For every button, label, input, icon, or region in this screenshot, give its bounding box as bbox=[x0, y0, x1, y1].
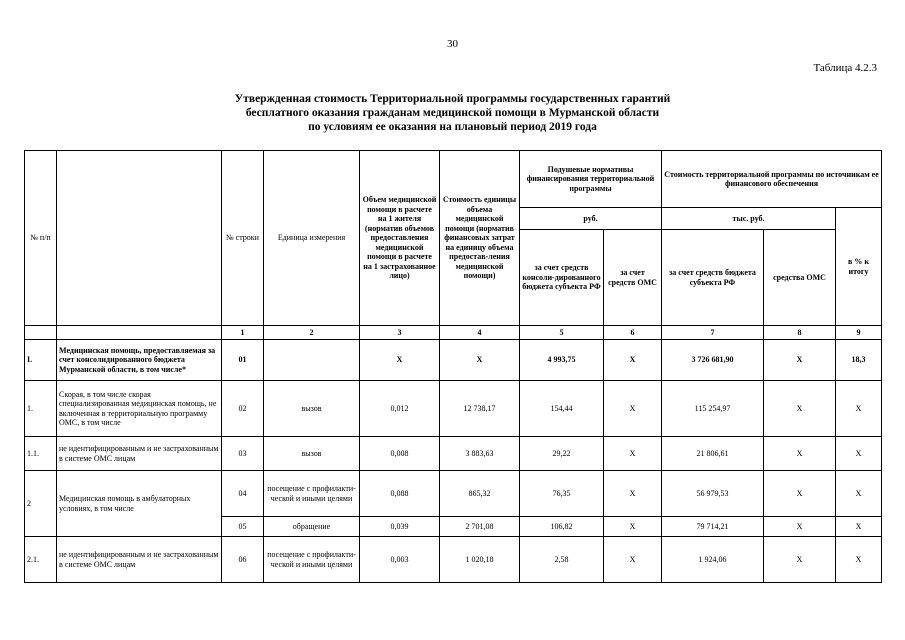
row-code: 05 bbox=[222, 517, 264, 537]
row-budget-total: 1 924,06 bbox=[662, 537, 764, 583]
row-name: не идентифицированным и не застрахованным в системе ОМС лицам bbox=[57, 437, 222, 471]
row-name: Медицинская помощь в амбулаторных условиях, в том числе bbox=[57, 471, 222, 537]
table-row bbox=[25, 437, 882, 471]
column-number: 5 bbox=[520, 326, 604, 340]
row-budget-total: 56 979,53 bbox=[662, 471, 764, 517]
row-oms: Х bbox=[604, 437, 662, 471]
column-number: 4 bbox=[440, 326, 520, 340]
row-pct: Х bbox=[836, 381, 882, 437]
header-per-capita: Подушевые нормативы финансирования территориальной программы bbox=[520, 151, 662, 208]
row-pct: 18,3 bbox=[836, 340, 882, 381]
row-budget-total: 21 806,61 bbox=[662, 437, 764, 471]
table-row bbox=[25, 537, 882, 583]
row-oms: Х bbox=[604, 471, 662, 517]
row-code: 01 bbox=[222, 340, 264, 381]
header-thous-rub: тыс. руб. bbox=[662, 208, 836, 230]
row-budget: 154,44 bbox=[520, 381, 604, 437]
cost-table bbox=[24, 150, 882, 583]
column-number bbox=[25, 326, 57, 340]
row-budget: 106,82 bbox=[520, 517, 604, 537]
title-line-1: Утвержденная стоимость Территориальной программы государственных гарантий bbox=[234, 93, 671, 105]
row-cost: 2 701,08 bbox=[440, 517, 520, 537]
column-number: 2 bbox=[264, 326, 360, 340]
column-number: 8 bbox=[764, 326, 836, 340]
row-volume: 0,088 bbox=[360, 471, 440, 517]
column-number: 7 bbox=[662, 326, 764, 340]
header-pct: в % к итогу bbox=[836, 208, 882, 326]
row-oms: Х bbox=[604, 340, 662, 381]
header-row-no: № строки bbox=[222, 151, 264, 326]
row-name: Медицинская помощь, предоставляемая за счет консолидированного бюджета Мурманской области, в том числе* bbox=[57, 340, 222, 381]
row-volume: 0,039 bbox=[360, 517, 440, 537]
row-name: не идентифицированным и не застрахованным в системе ОМС лицам bbox=[57, 537, 222, 583]
row-oms-total: Х bbox=[764, 517, 836, 537]
row-unit: посещение с профилакти-ческой и иными целями bbox=[264, 471, 360, 517]
row-name: Скорая, в том числе скорая специализированная медицинская помощь, не включенная в территориальную программу ОМС, в том числе bbox=[57, 381, 222, 437]
row-num: 1. bbox=[25, 381, 57, 437]
row-code: 04 bbox=[222, 471, 264, 517]
header-oms: за счет средств ОМС bbox=[604, 230, 662, 326]
header-budget: за счет средств консоли-дированного бюджета субъекта РФ bbox=[520, 230, 604, 326]
row-oms-total: Х bbox=[764, 381, 836, 437]
row-volume: 0,003 bbox=[360, 537, 440, 583]
row-unit: вызов bbox=[264, 437, 360, 471]
title-line-2: бесплатного оказания гражданам медицинской помощи в Мурманской области bbox=[245, 107, 660, 119]
row-oms: Х bbox=[604, 517, 662, 537]
header-unit-cost: Стоимость единицы объема медицинской помощи (норматив финансовых затрат на единицу объема предостав-ления медицинской помощи) bbox=[440, 151, 520, 326]
row-volume: 0,008 bbox=[360, 437, 440, 471]
row-code: 02 bbox=[222, 381, 264, 437]
row-oms-total: Х bbox=[764, 437, 836, 471]
column-number: 6 bbox=[604, 326, 662, 340]
row-cost: 3 883,63 bbox=[440, 437, 520, 471]
table-label: Таблица 4.2.3 bbox=[813, 62, 877, 74]
row-unit: обращение bbox=[264, 517, 360, 537]
header-total-cost: Стоимость территориальной программы по источникам ее финансового обеспечения bbox=[662, 151, 882, 208]
row-budget: 2,58 bbox=[520, 537, 604, 583]
row-code: 03 bbox=[222, 437, 264, 471]
column-number-row bbox=[25, 326, 882, 340]
row-cost: Х bbox=[440, 340, 520, 381]
row-num: 1.1. bbox=[25, 437, 57, 471]
row-unit: вызов bbox=[264, 381, 360, 437]
row-oms: Х bbox=[604, 537, 662, 583]
row-unit: посещение с профилакти-ческой и иными целями bbox=[264, 537, 360, 583]
page-number: 30 bbox=[447, 38, 458, 50]
header-budget-rf: за счет средств бюджета субъекта РФ bbox=[662, 230, 764, 326]
row-volume: Х bbox=[360, 340, 440, 381]
table-row bbox=[25, 381, 882, 437]
table-row bbox=[25, 340, 882, 381]
header-rub: руб. bbox=[520, 208, 662, 230]
row-oms-total: Х bbox=[764, 537, 836, 583]
header-num: № п/п bbox=[25, 151, 57, 326]
row-cost: 865,32 bbox=[440, 471, 520, 517]
row-pct: Х bbox=[836, 517, 882, 537]
row-pct: Х bbox=[836, 537, 882, 583]
row-unit bbox=[264, 340, 360, 381]
row-budget-total: 3 726 681,90 bbox=[662, 340, 764, 381]
row-budget: 4 993,75 bbox=[520, 340, 604, 381]
column-number: 9 bbox=[836, 326, 882, 340]
row-oms: Х bbox=[604, 381, 662, 437]
document-title bbox=[0, 92, 905, 134]
row-num: 2 bbox=[25, 471, 57, 537]
row-code: 06 bbox=[222, 537, 264, 583]
row-pct: Х bbox=[836, 437, 882, 471]
header-volume: Объем медицинской помощи в расчете на 1 жителя (норматив объемов предоставления медицинской помощи в расчете на 1 застрахованное лицо) bbox=[360, 151, 440, 326]
table-row bbox=[25, 471, 882, 517]
column-number bbox=[57, 326, 222, 340]
row-oms-total: Х bbox=[764, 471, 836, 517]
row-budget-total: 115 254,97 bbox=[662, 381, 764, 437]
header-unit: Единица измерения bbox=[264, 151, 360, 326]
header-empty bbox=[57, 151, 222, 326]
row-pct: Х bbox=[836, 471, 882, 517]
header-oms-funds: средства ОМС bbox=[764, 230, 836, 326]
column-number: 3 bbox=[360, 326, 440, 340]
row-cost: 1 020,18 bbox=[440, 537, 520, 583]
row-oms-total: Х bbox=[764, 340, 836, 381]
row-num: I. bbox=[25, 340, 57, 381]
row-cost: 12 738,17 bbox=[440, 381, 520, 437]
title-line-3: по условиям ее оказания на плановый период 2019 года bbox=[308, 121, 597, 133]
row-budget-total: 79 714,21 bbox=[662, 517, 764, 537]
column-number: 1 bbox=[222, 326, 264, 340]
row-num: 2.1. bbox=[25, 537, 57, 583]
row-budget: 29,22 bbox=[520, 437, 604, 471]
row-budget: 76,35 bbox=[520, 471, 604, 517]
row-volume: 0,012 bbox=[360, 381, 440, 437]
